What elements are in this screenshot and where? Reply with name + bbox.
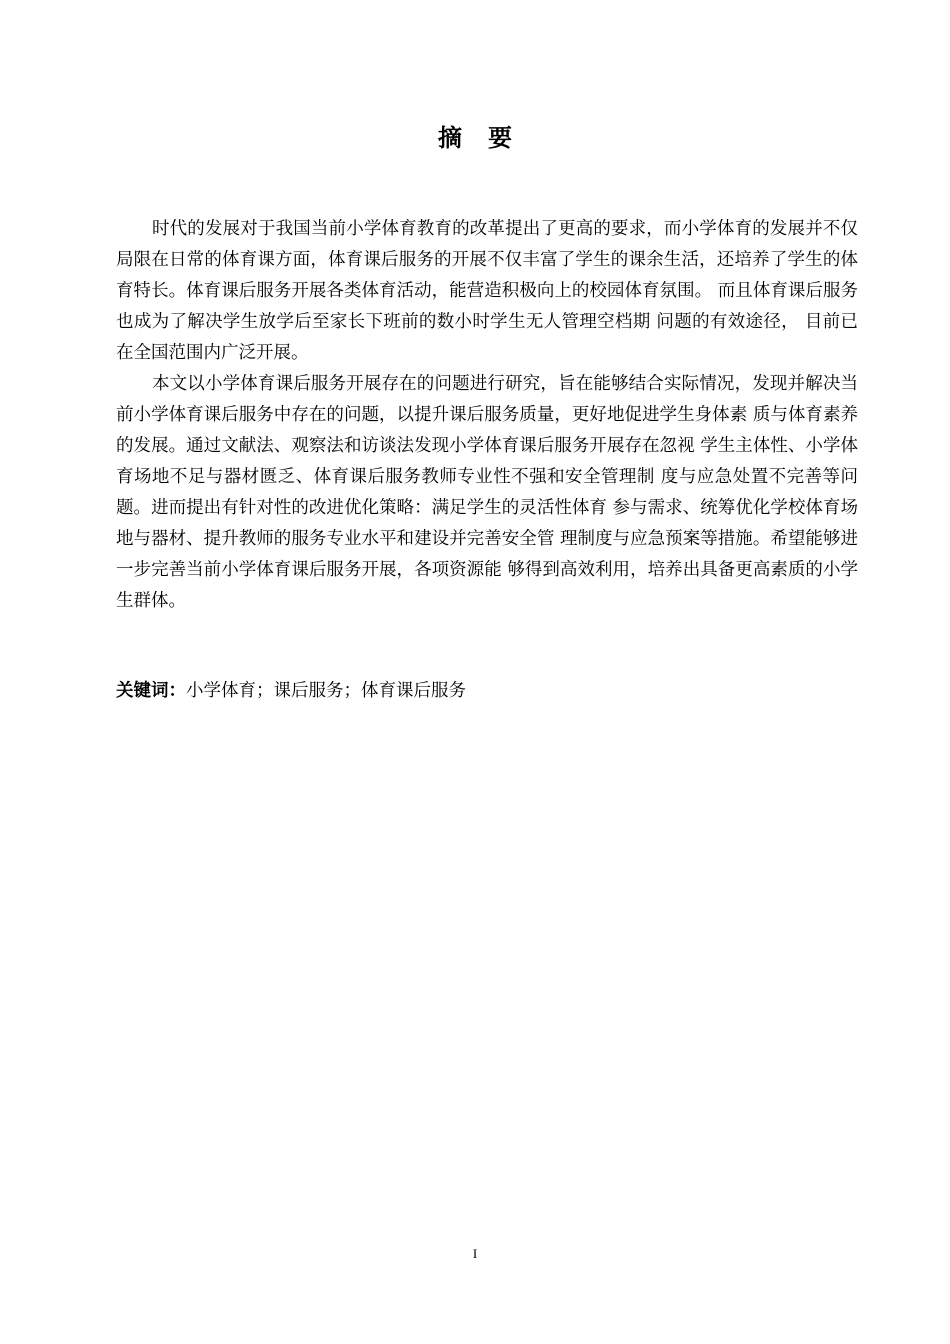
keywords-line [116, 676, 858, 707]
page-number: I [472, 1246, 478, 1261]
abstract-paragraph-1: 时代的发展对于我国当前小学体育教育的改革提出了更高的要求，而小学体育的发展并不仅局限在日常的体育课方面，体育课后服务的开展不仅丰富了学生的课余生活，还培养了学生的体育特长。体育课后服务开展各类体育活动，能营造积极向上的校园体育氛围。 而且体育课后服务也成为了解决学生放学后至家长下班前的数小时学生无人管理空档期 问题的有效途径， 目前已在全国范围内广泛开展。 [116, 219, 858, 363]
keywords-label: 关键词： [116, 681, 186, 701]
abstract-title: 摘要 [438, 123, 538, 152]
abstract-body [116, 214, 858, 617]
keywords-value: 小学体育；课后服务；体育课后服务 [186, 681, 466, 701]
abstract-paragraph-2: 本文以小学体育课后服务开展存在的问题进行研究，旨在能够结合实际情况，发现并解决当前小学体育课后服务中存在的问题，以提升课后服务质量，更好地促进学生身体素 质与体育素养的发展。通过文献法、观察法和访谈法发现小学体育课后服务开展存在忽视 学生主体性、小学体育场地不足与器材匮乏、体育课后服务教师专业性不强和安全管理制 度与应急处置不完善等问题。进而提出有针对性的改进优化策略：满足学生的灵活性体育 参与需求、统筹优化学校体育场地与器材、提升教师的服务专业水平和建设并完善安全管 理制度与应急预案等措施。希望能够进一步完善当前小学体育课后服务开展，各项资源能 够得到高效利用，培养出具备更高素质的小学生群体。 [116, 374, 858, 611]
